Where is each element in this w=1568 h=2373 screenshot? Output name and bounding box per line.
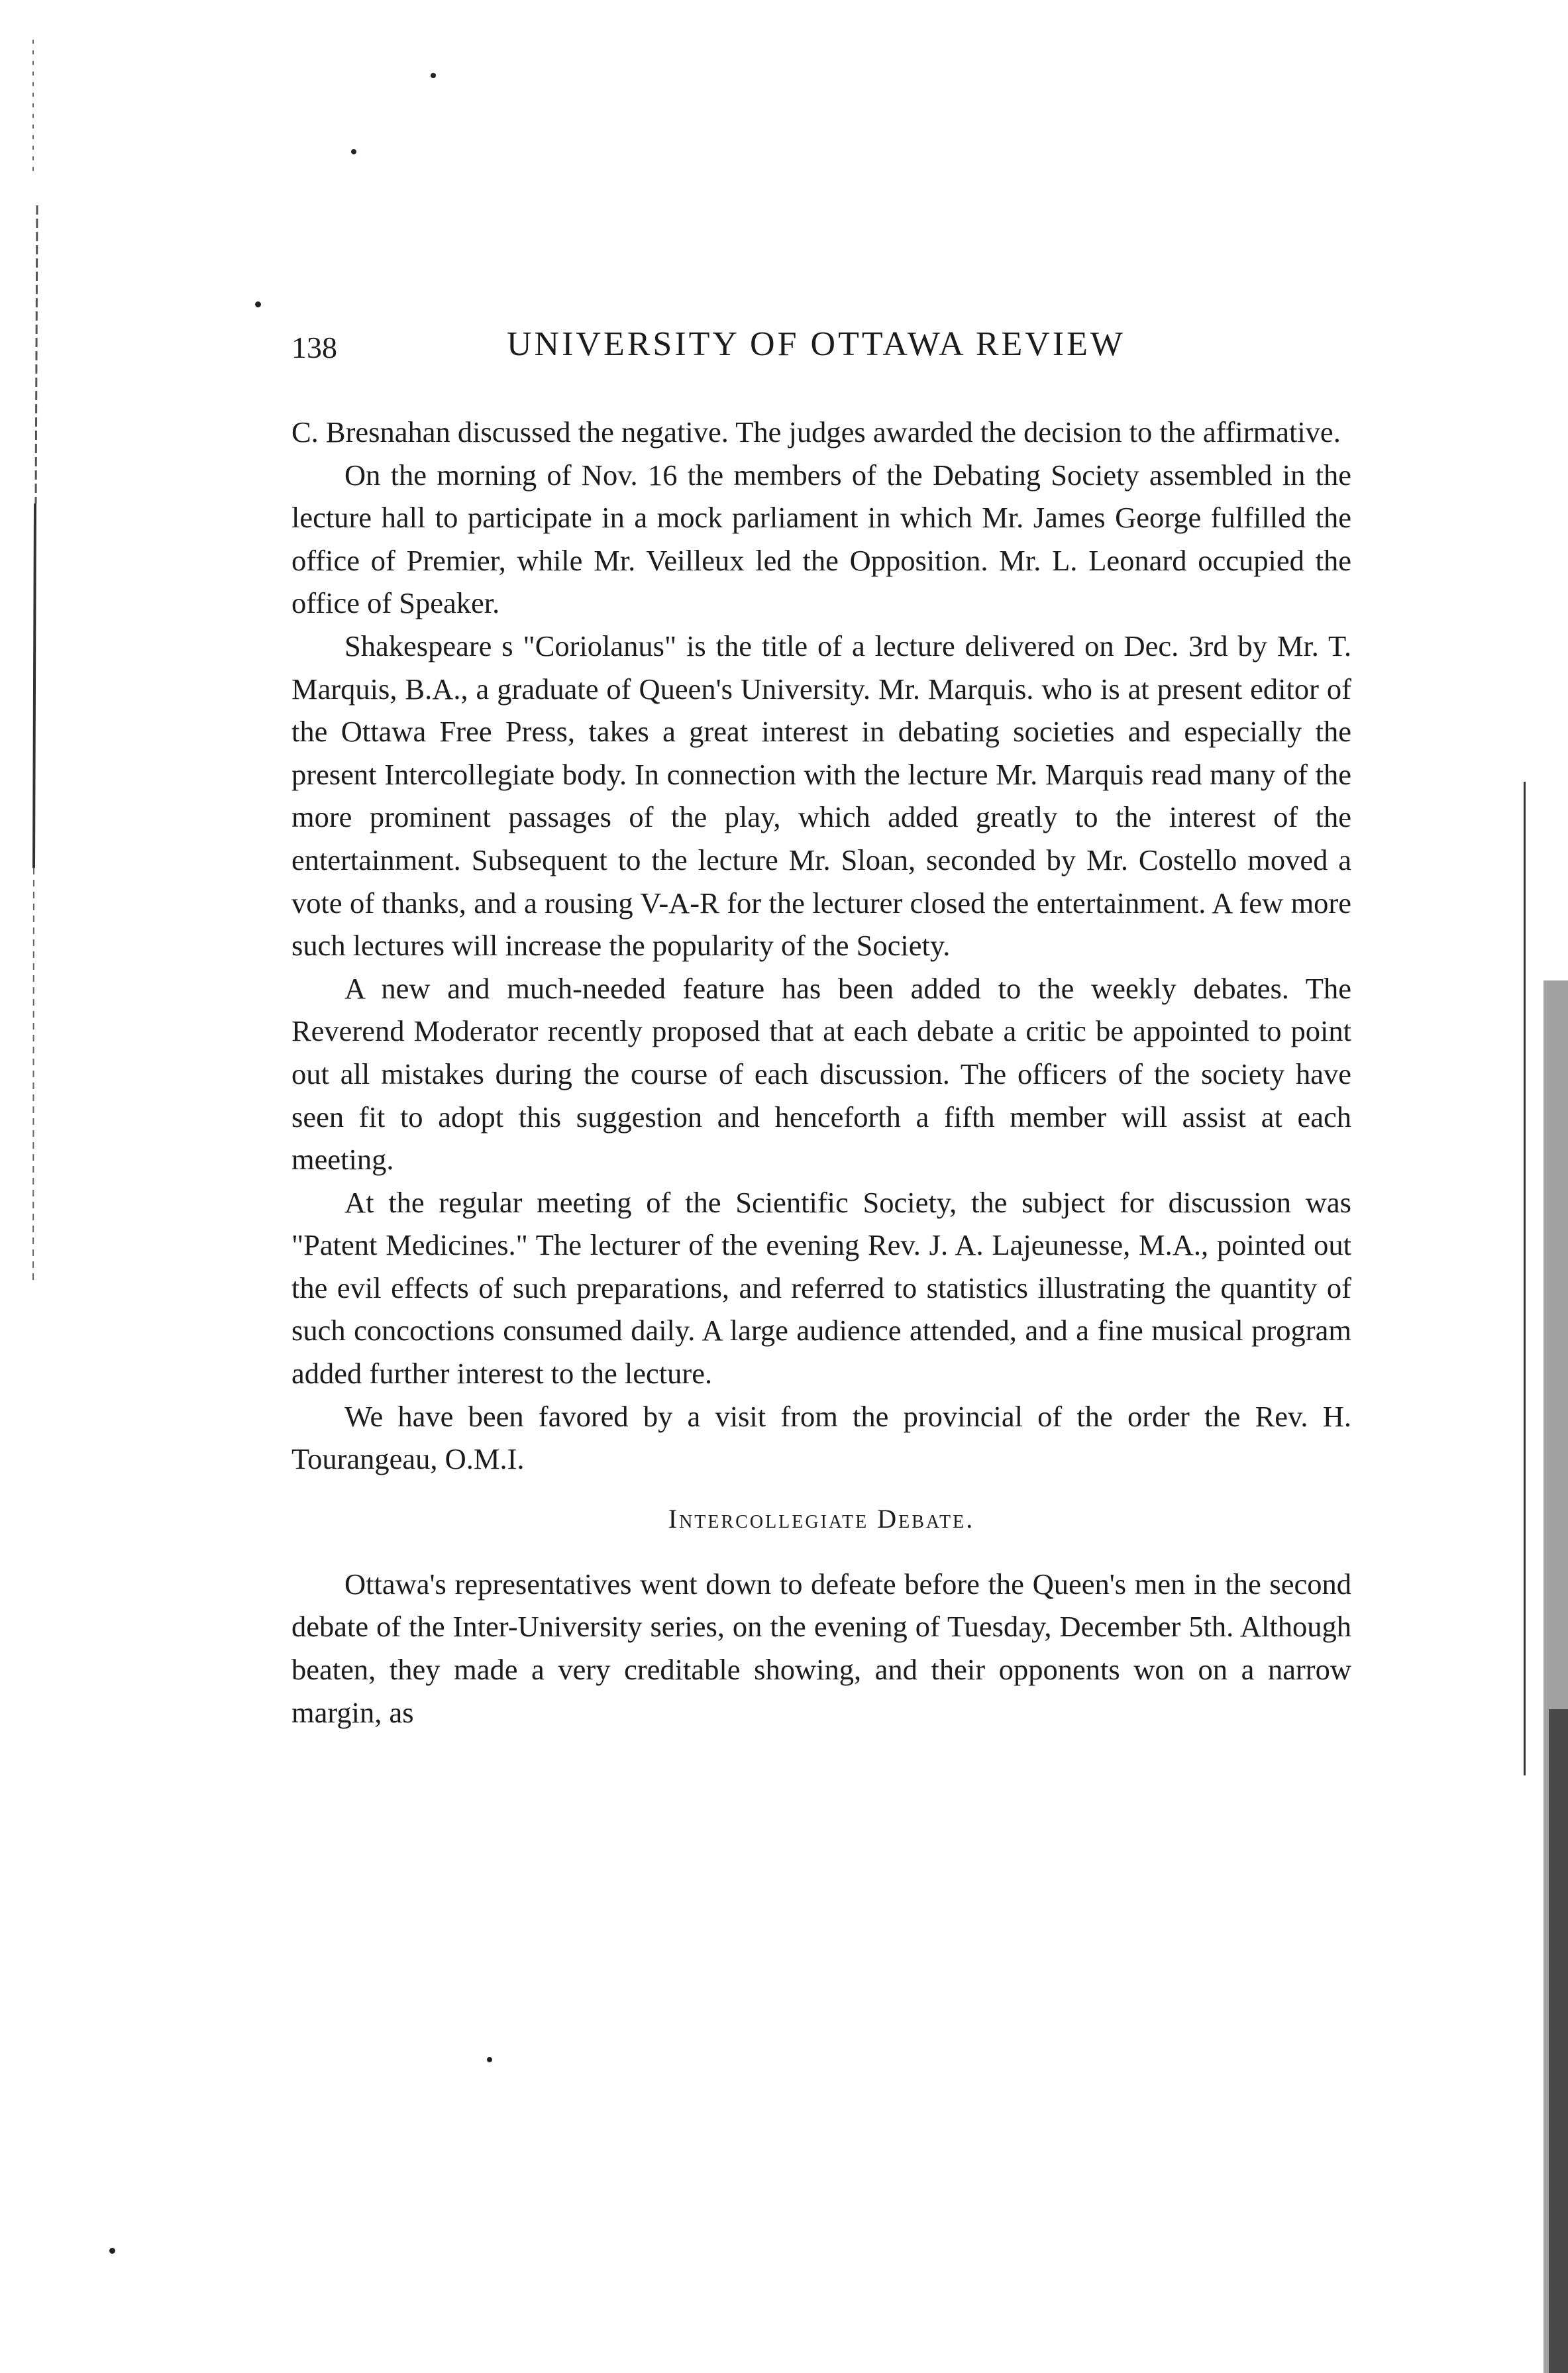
page-body <box>291 325 1351 1734</box>
paragraph: Ottawa's representatives went down to defeate before the Queen's men in the second debate of the Inter-University series, on the evening of Tuesday, December 5th. Although beaten, they made a very creditable showing, and their opponents won on a narrow margin, as <box>291 1567 1351 1729</box>
paragraph: On the morning of Nov. 16 the members of the Debating Society assembled in the lecture hall to participate in a mock parliament in which Mr. James George fulfilled the office of Premier, while Mr. Veilleux led the Opposition. Mr. L. Leonard occupied the office of Speaker. <box>291 458 1351 620</box>
paragraph: Shakespeare s "Coriolanus" is the title of a lecture delivered on Dec. 3rd by Mr. T. Marquis, B.A., a graduate of Queen's University. Mr. Marquis. who is at present editor of the Ottawa Free Press, takes a great interest in debating societies and especially the present Intercollegiate body. In connection with the lecture Mr. Marquis read many of the more prominent passages of the play, which added greatly to the interest of the entertainment. Subsequent to the lecture Mr. Sloan, seconded by Mr. Costello moved a vote of thanks, and a rousing V-A-R for the lecturer closed the entertainment. A few more such lectures will increase the popularity of the Society. <box>291 629 1351 963</box>
scan-speck <box>255 301 261 307</box>
scan-speck <box>431 73 436 78</box>
paragraph: C. Bresnahan discussed the negative. The judges awarded the decision to the affirmative. <box>291 415 1341 448</box>
scan-speck <box>109 2248 115 2254</box>
paragraph: A new and much-needed feature has been added to the weekly debates. The Reverend Moderator recently proposed that at each debate a critic be appointed to point out all mistakes during the course of each discussion. The officers of the society have seen fit to adopt this suggestion and henceforth a fifth member will assist at each meeting. <box>291 971 1351 1177</box>
page-header <box>291 325 1351 384</box>
running-title: UNIVERSITY OF OTTAWA REVIEW <box>507 325 1125 363</box>
paragraph: At the regular meeting of the Scientific Society, the subject for discussion was "Patent Medicines." The lecturer of the evening Rev. J. A. Lajeunesse, M.A., pointed out the evil effects of such preparations, and referred to statistics illustrating the quantity of such concoctions consumed daily. A large audience attended, and a fine musical program added further interest to the lecture. <box>291 1185 1351 1391</box>
page-number: 138 <box>291 331 337 364</box>
scan-edge-left <box>13 40 50 1285</box>
scan-speck <box>351 149 356 154</box>
scan-edge-right <box>1524 782 1568 2373</box>
scan-speck <box>487 2057 492 2062</box>
paragraph: We have been favored by a visit from the provincial of the order the Rev. H. Tourangeau, O.M.I. <box>291 1399 1351 1476</box>
section-heading: Intercollegiate Debate. <box>668 1503 975 1534</box>
